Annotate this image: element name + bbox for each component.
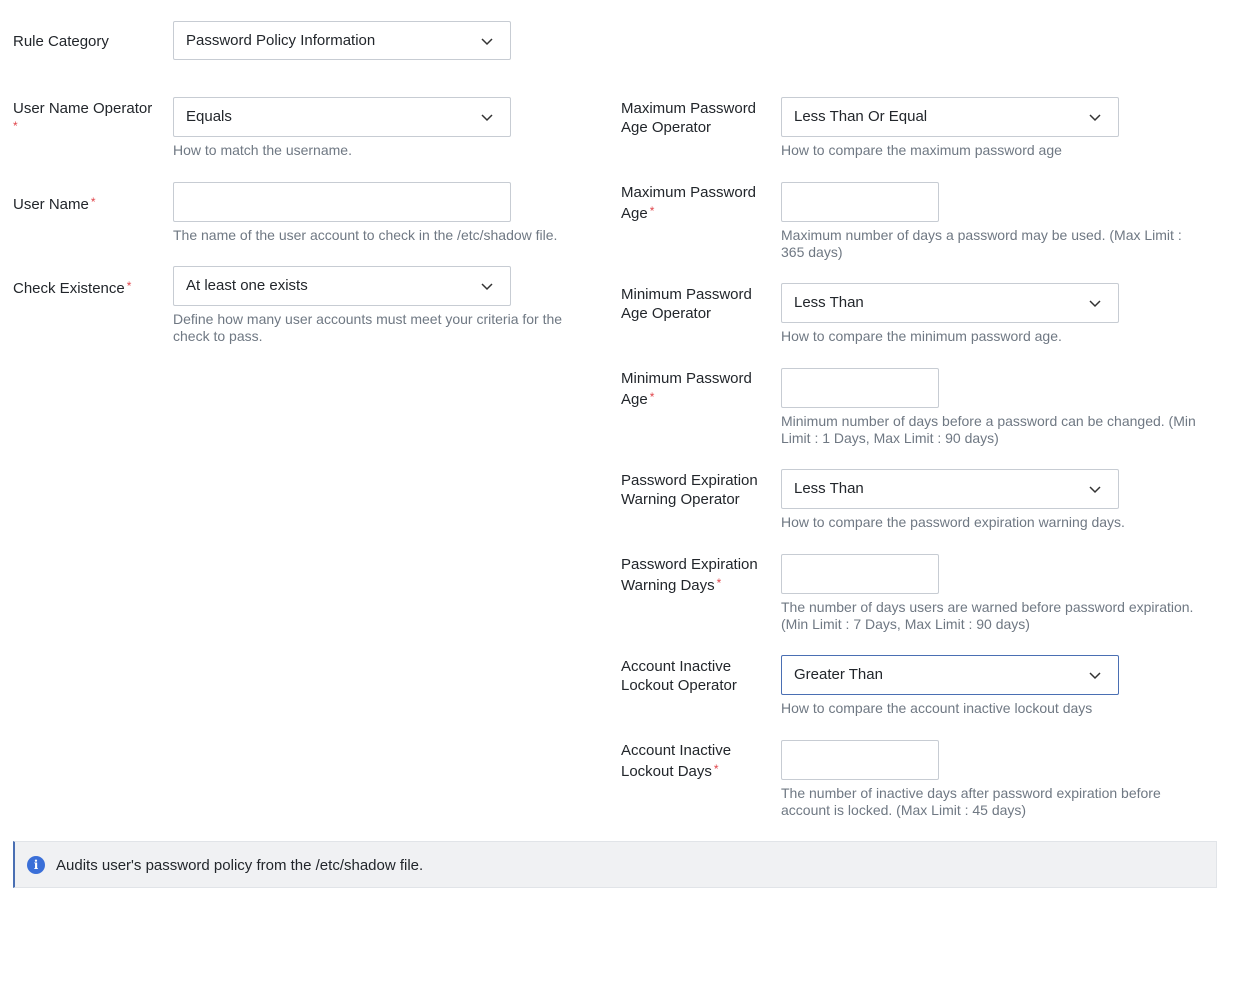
warn-days-label: Password Expiration Warning Days * — [621, 556, 758, 594]
info-icon: i — [27, 856, 45, 874]
min-age-operator-help: How to compare the minimum password age. — [781, 328, 1062, 344]
user-name-operator-select[interactable] — [173, 97, 511, 137]
check-existence-help: Define how many user accounts must meet your criteria for the check to pass. — [173, 311, 563, 344]
min-age-help: Minimum number of days before a password can be changed. (Min Limit : 1 Days, Max Limit : 90 days) — [781, 413, 1196, 446]
min-age-operator-value: Less Than — [794, 294, 864, 311]
user-name-help: The name of the user account to check in the /etc/shadow file. — [173, 227, 558, 243]
info-banner — [13, 841, 1217, 888]
user-name-operator-value: Equals — [186, 108, 232, 125]
max-age-label: Maximum Password Age * — [621, 184, 757, 222]
rule-category-label: Rule Category — [13, 33, 109, 50]
required-marker: * — [90, 195, 96, 209]
inactive-days-input[interactable] — [781, 740, 939, 780]
max-age-operator-help: How to compare the maximum password age — [781, 142, 1062, 158]
inactive-operator-value: Greater Than — [794, 666, 883, 683]
chevron-down-icon — [480, 110, 494, 124]
inactive-days-help: The number of inactive days after password expiration before account is locked. (Max Limit : 45 days) — [781, 785, 1161, 818]
inactive-operator-select[interactable] — [781, 655, 1119, 695]
min-age-input[interactable] — [781, 368, 939, 408]
rule-category-select[interactable] — [173, 21, 511, 60]
user-name-input[interactable] — [173, 182, 511, 222]
check-existence-value: At least one exists — [186, 277, 308, 294]
min-age-operator-select[interactable] — [781, 283, 1119, 323]
required-marker: * — [713, 762, 719, 776]
warn-days-input[interactable] — [781, 554, 939, 594]
inactive-operator-label: Account Inactive Lockout Operator — [621, 658, 737, 694]
max-age-help: Maximum number of days a password may be used. (Max Limit : 365 days) — [781, 227, 1182, 260]
chevron-down-icon — [480, 34, 494, 48]
warn-days-help: The number of days users are warned before password expiration. (Min Limit : 7 Days, Max Limit : 90 days) — [781, 599, 1194, 632]
max-age-operator-label: Maximum Password Age Operator — [621, 100, 757, 136]
check-existence-label: Check Existence * — [13, 279, 132, 297]
max-age-input[interactable] — [781, 182, 939, 222]
required-marker: * — [649, 204, 655, 218]
warn-operator-label: Password Expiration Warning Operator — [621, 472, 758, 508]
warn-operator-value: Less Than — [794, 480, 864, 497]
warn-operator-select[interactable] — [781, 469, 1119, 509]
min-age-operator-label: Minimum Password Age Operator — [621, 286, 752, 322]
required-marker: * — [649, 390, 655, 404]
required-marker: * — [126, 279, 132, 293]
required-marker: * — [13, 119, 18, 133]
max-age-operator-select[interactable] — [781, 97, 1119, 137]
inactive-operator-help: How to compare the account inactive lockout days — [781, 700, 1093, 716]
user-name-operator-label: User Name Operator — [13, 100, 153, 117]
chevron-down-icon — [1088, 110, 1102, 124]
check-existence-select[interactable] — [173, 266, 511, 306]
min-age-label: Minimum Password Age * — [621, 370, 752, 408]
user-name-operator-help: How to match the username. — [173, 142, 352, 158]
chevron-down-icon — [1088, 296, 1102, 310]
chevron-down-icon — [1088, 668, 1102, 682]
inactive-days-label: Account Inactive Lockout Days * — [621, 742, 732, 780]
chevron-down-icon — [480, 279, 494, 293]
info-text: Audits user's password policy from the /etc/shadow file. — [56, 857, 424, 874]
required-marker: * — [716, 576, 722, 590]
user-name-label: User Name * — [13, 195, 96, 213]
chevron-down-icon — [1088, 482, 1102, 496]
warn-operator-help: How to compare the password expiration warning days. — [781, 514, 1125, 530]
rule-category-value: Password Policy Information — [186, 32, 376, 49]
max-age-operator-value: Less Than Or Equal — [794, 108, 928, 125]
